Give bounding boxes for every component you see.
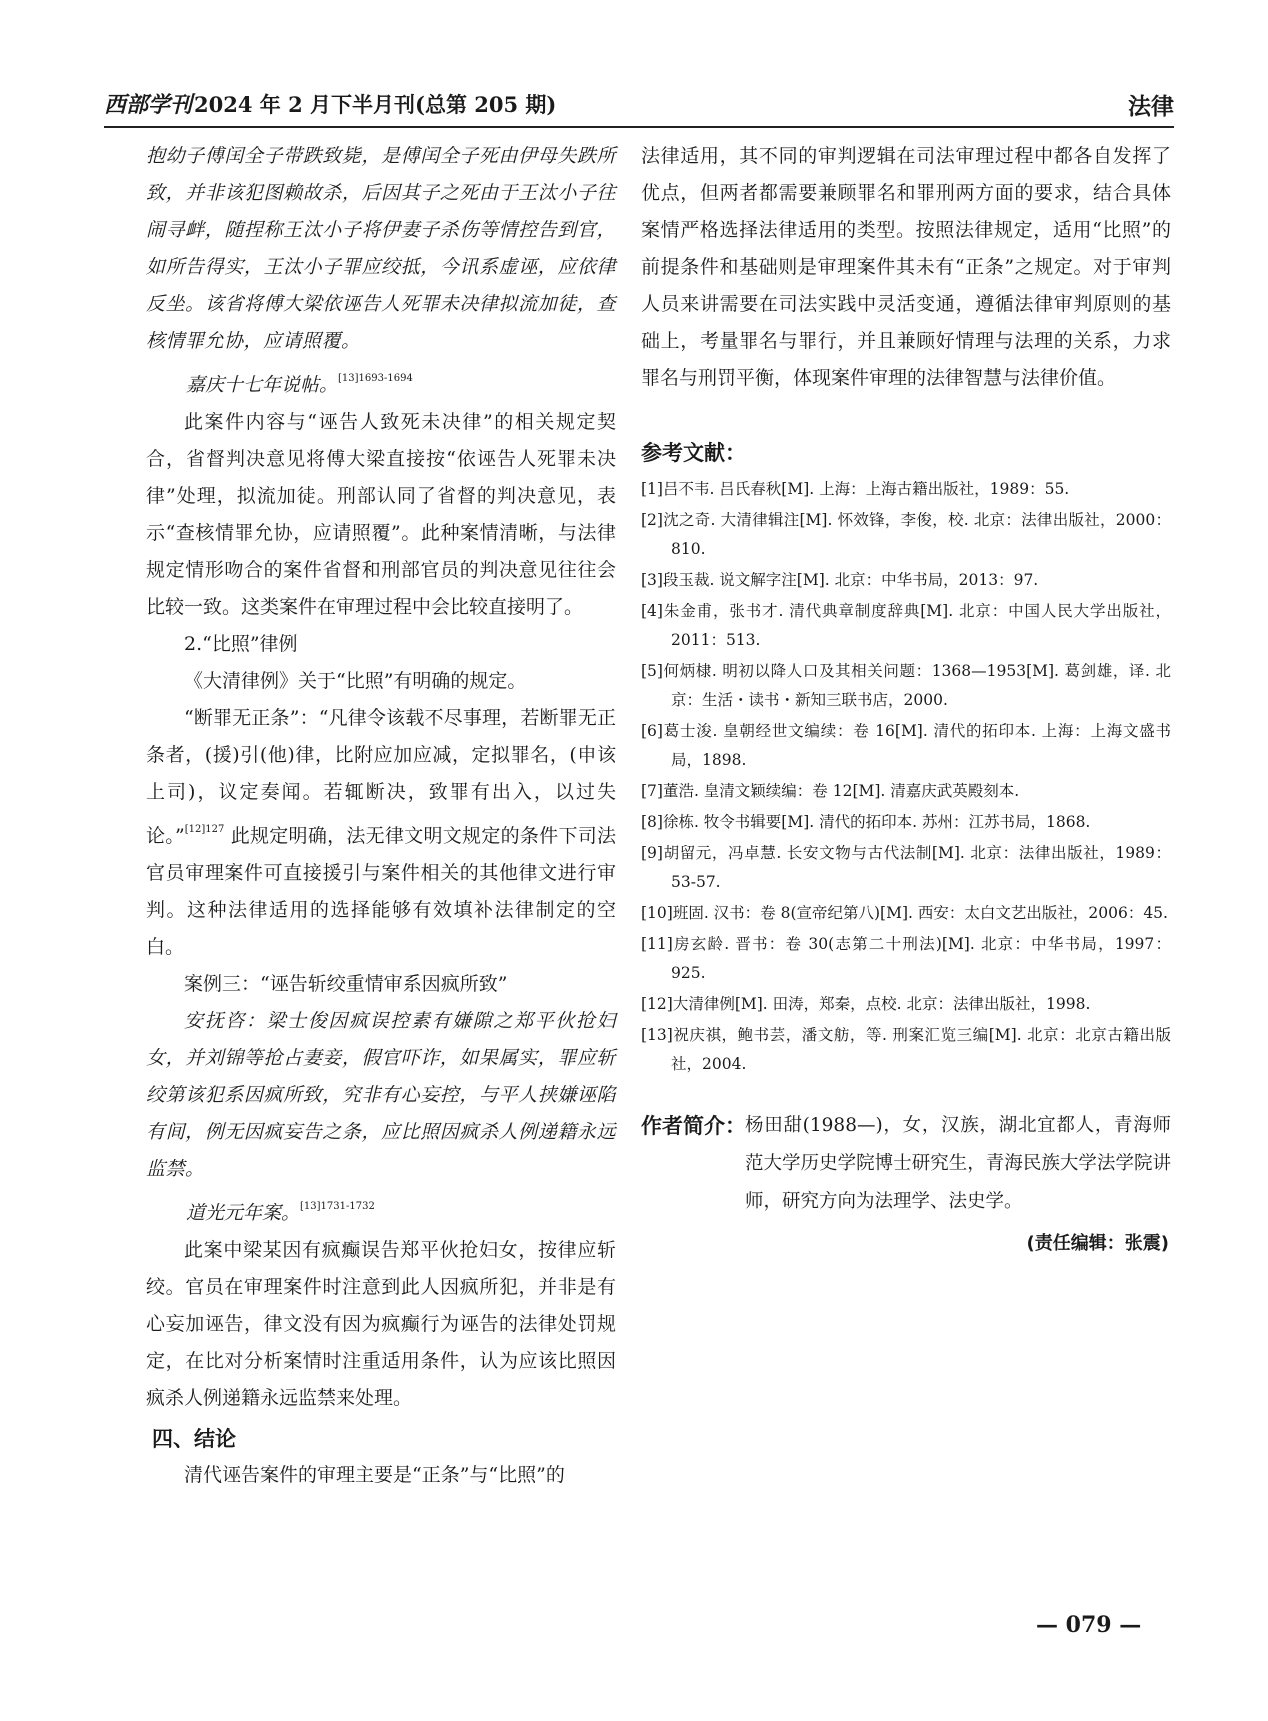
reference-item: [5]何炳棣. 明初以降人口及其相关问题：1368—1953[M]. 葛剑雄，译. 北京：生活・读书・新知三联书店，2000. (641, 662, 1171, 709)
reference-item: [9]胡留元，冯卓慧. 长安文物与古代法制[M]. 北京：法律出版社，1989：53-57. (641, 844, 1171, 891)
paragraph: 《大清律例》关于“比照”有明确的规定。 (184, 670, 527, 692)
journal-issue (104, 88, 556, 119)
reference-item: [1]吕不韦. 吕氏春秋[M]. 上海：上海古籍出版社，1989：55. (641, 480, 1070, 498)
subsection-heading: 2.“比照”律例 (184, 633, 298, 655)
running-header (104, 86, 1174, 128)
reference-item: [13]祝庆祺，鲍书芸，潘文舫，等. 刑案汇览三编[M]. 北京：北京古籍出版社，2004. (641, 1026, 1171, 1073)
reference-item: [11]房玄龄. 晋书：卷 30(志第二十刑法)[M]. 北京：中华书局，1997：925. (641, 935, 1171, 982)
section-name: 法律 (1128, 94, 1174, 120)
right-column (641, 138, 1171, 1255)
reference-item: [6]葛士浚. 皇朝经世文编续：卷 16[M]. 清代的拓印本. 上海：上海文盛书局，1898. (641, 722, 1171, 769)
paragraph: “断罪无正条”：“凡律令该载不尽事理，若断罪无正条者，(援)引(他)律，比附应加应减，定拟罪名，(申该上司)，议定奏闻。若辄断决，致罪有出入，以过失论。”$^{[12]127}$ 此规定明确，法无律文明文规定的条件下司法官员审理案件可直接援引与案件相关的其他律文进行审判。这种法律适用的选择能够有效填补法律制定的空白。 (146, 707, 617, 958)
reference-item: [2]沈之奇. 大清律辑注[M]. 怀效锋，李俊，校. 北京：法律出版社，2000：810. (641, 511, 1171, 558)
author-bio (641, 1107, 1171, 1221)
references-title: 参考文献： (641, 441, 746, 465)
author-bio-label: 作者简介： (641, 1114, 746, 1138)
reference-item: [12]大清律例[M]. 田涛，郑秦，点校. 北京：法律出版社，1998. (641, 995, 1091, 1013)
paragraph: 此案件内容与“诬告人致死未决律”的相关规定契合，省督判决意见将傅大梁直接按“依诬告人死罪未决律”处理，拟流加徒。刑部认同了省督的判决意见，表示“查核情罪允协，应请照覆”。此种案情清晰，与法律规定情形吻合的案件省督和刑部官员的判决意见往往会比较一致。这类案件在审理过程中会比较直接明了。 (146, 411, 616, 618)
quote-case3: 安抚咨：梁士俊因疯误控素有嫌隙之郑平伙抢妇女，并刘锦等抢占妻妾，假官吓诈，如果属实，罪应斩绞第该犯系因疯所致，究非有心妄控，与平人挟嫌诬陷有间，例无因疯妄告之条，应比照因疯杀人例递籍永远监禁。 (146, 1010, 616, 1180)
journal-logo: 西部学刊 (104, 92, 193, 118)
quote-case2: 抱幼子傅闰全子带跌致毙，是傅闰全子死由伊母失跌所致，并非该犯图赖故杀，后因其子之死由于王汰小子往闹寻衅，随捏称王汰小子将伊妻子杀伤等情控告到官，如所告得实，王汰小子罪应绞抵，今讯系虚诬，应依律反坐。该省将傅大梁依诬告人死罪未决律拟流加徒，查核情罪允协，应请照覆。 (146, 145, 616, 352)
paragraph: 法律适用，其不同的审判逻辑在司法审理过程中都各自发挥了优点，但两者都需要兼顾罪名和罪刑两方面的要求，结合具体案情严格选择法律适用的类型。按照法律规定，适用“比照”的前提条件和基础则是审理案件其未有“正条”之规定。对于审判人员来讲需要在司法实践中灵活变通，遵循法律审判原则的基础上，考量罪名与罪行，并且兼顾好情理与法理的关系，力求罪名与刑罚平衡，体现案件审理的法律智慧与法律价值。 (641, 145, 1171, 389)
reference-item: [8]徐栋. 牧令书辑要[M]. 清代的拓印本. 苏州：江苏书局，1868. (641, 813, 1091, 831)
issue-info: 2024 年 2 月下半月刊(总第 205 期) (194, 92, 557, 117)
quote-case2-source: 嘉庆十七年说帖。$^{[13]1693-1694}$ (186, 373, 413, 396)
citation: [12]127 (184, 824, 225, 835)
reference-item: [4]朱金甫，张书才. 清代典章制度辞典[M]. 北京：中国人民大学出版社，2011：513. (641, 602, 1171, 649)
author-bio-text: 杨田甜(1988—)，女，汉族，湖北宜都人，青海师范大学历史学院博士研究生，青海民族大学法学院讲师，研究方向为法理学、法史学。 (745, 1115, 1171, 1212)
responsible-editor: (责任编辑：张震) (1026, 1233, 1169, 1254)
page-number: — 079 — (1036, 1612, 1142, 1638)
references-list (641, 475, 1171, 1079)
section-heading: 四、结论 (152, 1427, 236, 1451)
paragraph: 清代诬告案件的审理主要是“正条”与“比照”的 (184, 1464, 565, 1486)
left-column (146, 138, 616, 1494)
reference-item: [10]班固. 汉书：卷 8(宣帝纪第八)[M]. 西安：太白文艺出版社，2006：45. (641, 904, 1168, 922)
citation: [13]1693-1694 (338, 373, 413, 384)
reference-item: [7]董浩. 皇清文颖续编：卷 12[M]. 清嘉庆武英殿刻本. (641, 782, 1020, 800)
reference-item: [3]段玉裁. 说文解字注[M]. 北京：中华书局，2013：97. (641, 571, 1039, 589)
paragraph: 此案中梁某因有疯癫误告郑平伙抢妇女，按律应斩绞。官员在审理案件时注意到此人因疯所犯，并非是有心妄加诬告，律文没有因为疯癫行为诬告的法律处罚规定，在比对分析案情时注重适用条件，认为应该比照因疯杀人例递籍永远监禁来处理。 (146, 1239, 616, 1409)
citation: [13]1731-1732 (300, 1201, 375, 1212)
quote-case3-source: 道光元年案。$^{[13]1731-1732}$ (186, 1201, 375, 1224)
case-heading: 案例三：“诬告斩绞重情审系因疯所致” (184, 973, 508, 995)
